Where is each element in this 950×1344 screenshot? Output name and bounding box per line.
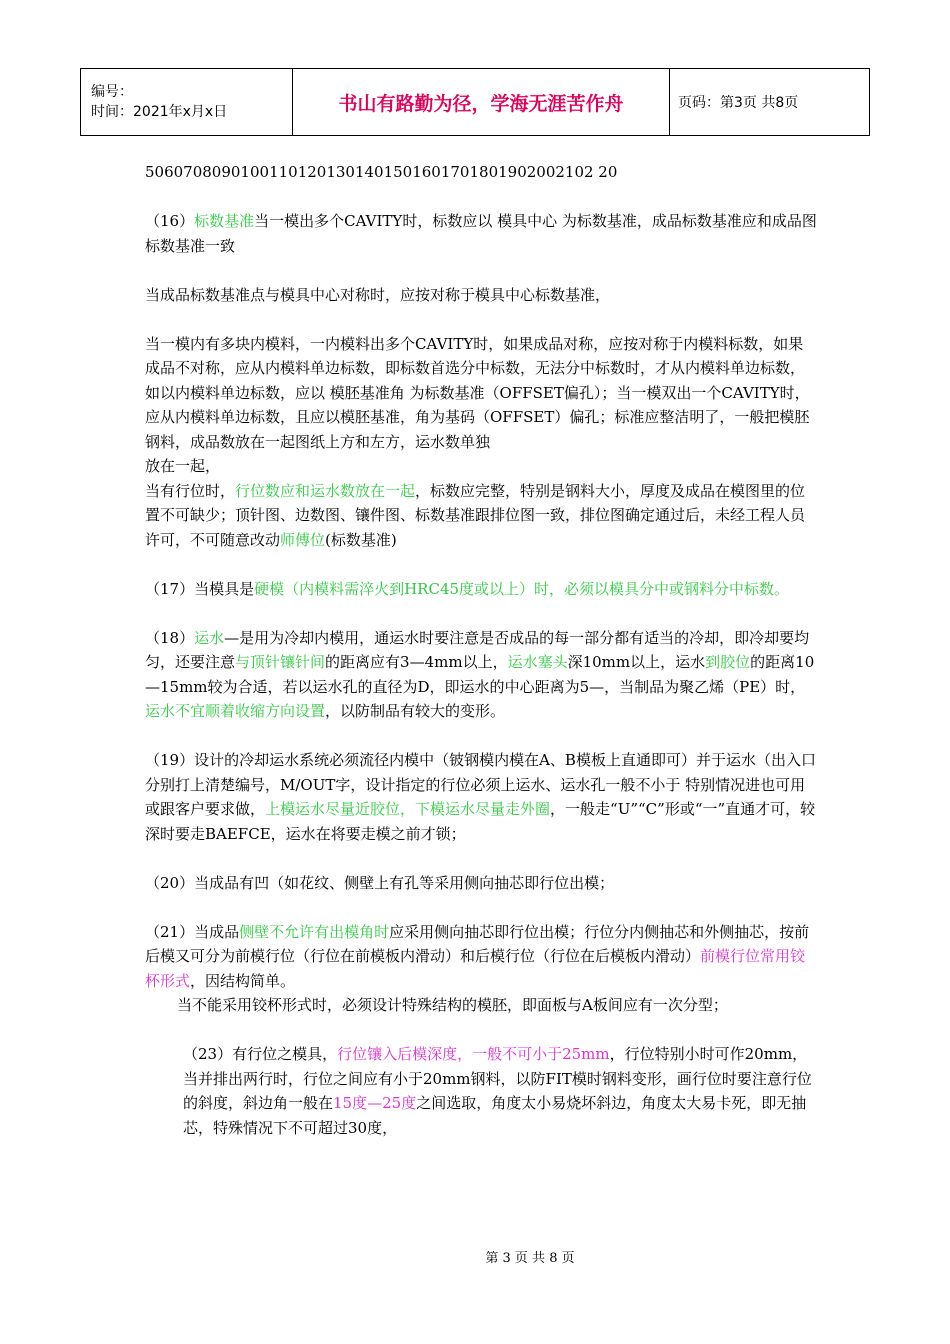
header-left-cell <box>81 69 293 136</box>
header-table <box>80 68 870 136</box>
highlight-text: 标数基准 <box>194 212 255 230</box>
doc-number-label: 编号： <box>91 84 133 100</box>
motto: 书山有路勤为径，学海无涯苦作舟 <box>293 69 670 136</box>
paragraph-16c: 当一模内有多块内模料，一内模料出多个CAVITY时，如果成品对称，应按对称于内模料标数，如果成品不对称，应从内模料单边标数，即标数首选分中标数，无法分中标数时，才从内模料单边标数，如以内模料单边标数，应以 模胚基准角 为标数基准（OFFSET偏孔）；当一模双出一个CAVITY时，应从内模料单边标数，且应以模胚基准，角为基码（OFFSET）偏孔；标准应整洁明了，一般把模胚钢料，成品数放在一起图纸上方和左方，运水数单独 <box>145 334 810 451</box>
paragraph-17: （17）当模具是硬模（内模料需淬火到HRC45度或以上）时，必须以模具分中或钢料分中标数。 <box>145 579 790 598</box>
time-line: 时间：2021年x月x日 <box>91 104 228 120</box>
paragraph-23: （23）有行位之模具，行位镶入后模深度，一般不可小于25mm，行位特别小时可作20mm，当并排出两行时，行位之间应有小于20mm钢料，以防FIT模时钢料变形，画行位时要注意行位的斜度，斜边角一般在15度—25度之间选取，角度太小易烧坏斜边，角度太大易卡死，即无抽芯，特殊情况下不可超过30度， <box>183 1045 812 1137</box>
paragraph-22: 当不能采用铰杯形式时，必须设计特殊结构的模胚，即面板与A板间应有一次分型； <box>177 996 728 1014</box>
paragraph-16e: 当有行位时，行位数应和运水数放在一起，标数应完整，特别是钢料大小，厚度及成品在模图里的位置不可缺少；顶针图、边数图、镶件图、标数基准跟排位图一致，排位图确定通过后，未经工程人员许可，不可随意改动师傅位(标数基准) <box>145 481 806 549</box>
paragraph-16d: 放在一起， <box>145 457 221 475</box>
highlight-text: 师傅位 <box>280 530 326 549</box>
footer-page-number: 第 3 页 共 8 页 <box>485 1251 575 1266</box>
document-body <box>145 160 817 1140</box>
highlight-text: 行位数应和运水数放在一起 <box>235 481 416 500</box>
paragraph-16b: 当成品标数基准点与模具中心对称时，应按对称于模具中心标数基准， <box>145 285 611 304</box>
page-info: 页码：第3页 共8页 <box>670 69 870 136</box>
paragraph-19: （19）设计的冷却运水系统必须流径内模中（铍钢模内模在A、B模板上直通即可）并于运水（出入口分别打上清楚编号，M/OUT字，设计指定的行位必须上运水、运水孔一般不小于 特别情况进也可用或跟客户要求做，上模运水尽量近胶位，下模运水尽量走外圈，一般走“U”“C”形或“一”直通才可，较深时要走BAEFCE，运水在将要走模之前才锁； <box>145 751 816 843</box>
paragraph-21: （21）当成品侧壁不允许有出模角时应采用侧向抽芯即行位出模；行位分内侧抽芯和外侧抽芯，按前后模又可分为前模行位（行位在前模板内滑动）和后模行位（行位在后模板内滑动）前模行位常用铰杯形式，因结构简单。 <box>145 922 810 990</box>
paragraph-18: （18）运水—是用为冷却内模用，通运水时要注意是否成品的每一部分都有适当的冷却，即冷却要均匀，还要注意与顶针镶针间的距离应有3—4mm以上，运水塞头深10mm以上，运水到胶位的距离10—15mm较为合适，若以运水孔的直径为D，即运水的中心距离为5—，当制品为聚乙烯（PE）时，运水不宜顺着收缩方向设置，以防制品有较大的变形。 <box>145 628 815 720</box>
paragraph-16: （16）标数基准当一模出多个CAVITY时，标数应以 模具中心 为标数基准，成品标数基准应和成品图标数基准一致 <box>145 212 817 255</box>
paragraph-20: （20）当成品有凹（如花纹、侧壁上有孔等采用侧向抽芯即行位出模； <box>145 873 615 892</box>
highlight-text: 硬模（内模料需淬火到HRC45度或以上）时，必须以模具分中或钢料分中标数。 <box>254 579 790 598</box>
page-footer <box>0 1247 950 1266</box>
numbers-line: 50607080901001101201301401501601701801902002102 20 <box>145 163 618 181</box>
